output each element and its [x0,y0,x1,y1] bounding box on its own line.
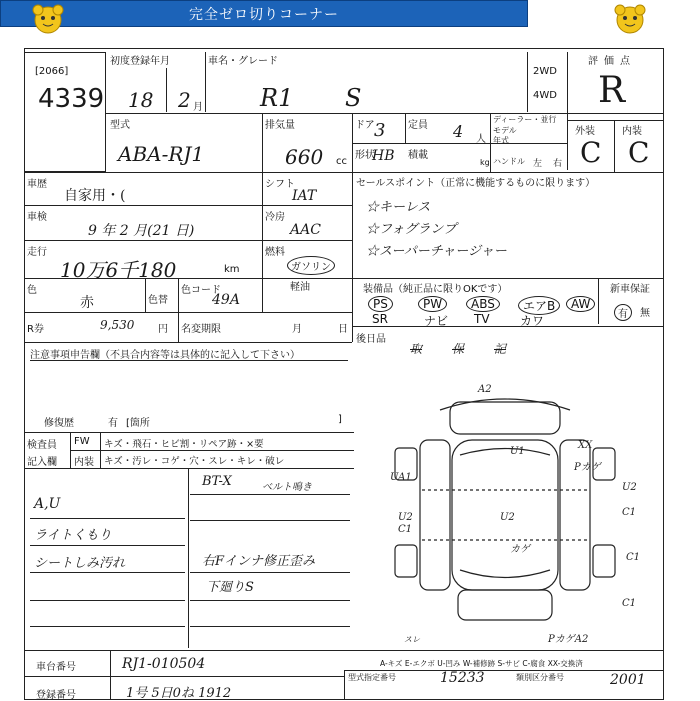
inspector-note-1: A,U [34,496,61,512]
mark-xx: XX [578,440,593,451]
mark-ua1: UA1 [390,472,412,483]
color-label: 色 [27,285,37,296]
inspector-label: 検査員 [27,440,57,451]
interior-label: 内装 [622,126,642,137]
drive-2wd: 2WD [533,66,557,77]
doors-label: ドア [355,120,375,131]
displacement-label: 排気量 [265,120,295,131]
car-damage-diagram [360,380,660,650]
sales-point-1: ☆キーレス [366,200,431,215]
right-note-3: 右Fインナ修正歪み [202,554,316,569]
shift-value: IAT [292,188,317,204]
inspection-value: 9 年 2 月(21 日) [88,223,195,239]
drive-4wd: 4WD [533,90,557,101]
recycle-label: R券 [27,324,44,335]
right-mascot [612,3,648,35]
equip-leather: カワ [520,314,545,328]
ac-value: AAC [290,222,321,238]
registration-label: 登録番号 [36,690,76,701]
mark-u2-center: U2 [500,512,515,523]
mark-kage: カゲ [510,544,530,555]
mark-c1-right-1: C1 [622,507,637,518]
fw-label: FW [74,436,90,447]
capacity-unit: 人 [476,134,486,145]
equip-airbag: エアB [518,296,560,315]
first-reg-label: 初度登録年月 [110,56,170,67]
shape-value: HB [372,148,395,164]
mark-c1-right-2: C1 [626,552,641,563]
equip-pw: PW [418,296,447,312]
dealer-label: ディーラー・並行 [493,115,557,124]
capacity-value: 4 [453,122,464,141]
manual-no: 無 [640,308,650,319]
history-label: 車歴 [27,179,47,190]
after-items-label: 後日品 [356,334,386,345]
after-item-3: 記 [494,342,507,356]
lot-number: 4339 [38,84,105,114]
color-value: 赤 [80,295,94,311]
equipment-label: 装備品（純正品に限りOKです） [363,284,508,295]
model-code: ABA-RJ1 [118,142,205,166]
exterior-label: 外装 [575,126,595,137]
repair-place: [箇所 [126,418,150,429]
capacity-label: 定員 [408,120,428,131]
mileage-label: 走行 [27,247,47,258]
type-designation-label: 型式指定番号 [348,673,396,682]
mark-c1-left: C1 [398,524,413,535]
ac-label: 冷房 [265,212,285,223]
mark-u2-left: U2 [398,512,413,523]
after-item-1: 取 [410,342,423,356]
after-item-2: 保 [452,342,465,356]
history-value: 自家用・( [64,188,126,204]
model-grade: S [345,84,362,112]
fw-text: キズ・飛石・ヒビ割・リペア跡・×要 [104,439,264,450]
handle-label: ハンドル [493,157,525,166]
right-note-2: ベルト鳴き [262,482,312,493]
first-reg-month: 2 [178,88,191,112]
chassis-label: 車台番号 [36,662,76,673]
mark-pkage-a2: PカゲA2 [548,634,589,645]
right-note-1: BT-X [202,474,232,489]
notes-label: 注意事項申告欄（不具合内容等は具体的に記入して下さい） [30,350,300,361]
manual-yes: 有 [614,304,632,321]
mark-u1-center: U1 [510,446,525,457]
recycle-value: 9,530 [100,318,135,332]
shape-label: 形状 [355,150,375,161]
mileage-unit: km [224,264,240,275]
banner-title: 完全ゼロ切りコーナー [0,0,528,27]
fuel-diesel: 軽油 [290,282,310,293]
color-code-label: 色コード [181,285,221,296]
category-label: 類別区分番号 [516,673,564,682]
handle-right: 右 [553,159,563,169]
model-code-label: 型式 [110,120,130,131]
interior-score: C [628,136,650,169]
equip-abs: ABS [466,296,500,312]
sales-points-label: セールスポイント（正常に機能するものに限ります） [356,178,596,189]
lot-sub: [2066] [35,66,69,77]
repair-label: 修復歴 [44,418,74,429]
equip-ps: PS [368,296,393,312]
manual-label: 新車保証 [610,284,650,295]
exterior-score: C [580,136,602,169]
color-change-label: 色替 [148,295,168,306]
handle-left: 左 [533,159,543,169]
recycle-unit: 円 [158,324,168,335]
displacement-unit: cc [336,156,347,167]
equip-aw: AW [566,296,595,312]
dealer-year: 年式 [493,136,509,145]
fuel-label: 燃料 [265,247,285,258]
inspector-note-3: シートしみ汚れ [34,556,126,571]
mileage-value: 10万6千180 [60,258,177,282]
fuel-gas: ガソリン [287,256,335,275]
interior-entry-text: キズ・汚レ・コゲ・穴・スレ・キレ・破レ [104,456,285,467]
interior-entry-label: 内装 [74,457,94,468]
model-name: R1 [260,84,294,112]
dealer-model: モデル [493,126,517,135]
type-designation-value: 15233 [440,670,485,686]
inspection-label: 車検 [27,212,47,223]
registration-value: 1号 5日0ね 1912 [126,686,232,701]
name-change-day: 日 [338,324,348,335]
load-unit: kg [480,158,490,167]
category-value: 2001 [610,672,646,688]
sales-point-3: ☆スーパーチャージャー [366,244,507,259]
equip-tv: TV [474,312,490,326]
score-label: 評価点 [588,56,636,67]
doors-value: 3 [374,120,386,141]
shift-label: シフト [265,179,295,190]
displacement-value: 660 [285,145,324,169]
load-label: 積載 [408,150,428,161]
mark-c1-right-3: C1 [622,598,637,609]
left-mascot [30,3,66,35]
mark-u2-right: U2 [622,482,637,493]
chassis-value: RJ1-010504 [122,656,206,672]
score-value: R [598,70,626,111]
mark-pkage: Pカゲ [574,462,601,473]
mark-sure: スレ [404,635,420,644]
repair-yes: 有 [108,418,118,429]
inspector-note-2: ライトくもり [34,528,112,543]
sales-point-2: ☆フォグランプ [366,222,457,237]
model-name-label: 車名・グレード [208,56,278,67]
repair-close-bracket: ] [338,414,342,425]
name-change-label: 名変期限 [181,324,221,335]
right-note-4: 下廻りS [206,580,254,595]
entry-label: 記入欄 [27,457,57,468]
equip-sr: SR [372,312,388,326]
first-reg-year: 18 [128,88,154,112]
color-code: 49A [212,292,240,308]
damage-legend: A-キズ E-エクボ U-凹み W-補修跡 S-サビ C-腐食 XX-交換済 [380,659,583,668]
equip-navi: ナビ [424,314,449,328]
mark-a2-top: A2 [478,384,492,395]
first-reg-month-unit: 月 [193,102,203,113]
name-change-month: 月 [292,324,302,335]
